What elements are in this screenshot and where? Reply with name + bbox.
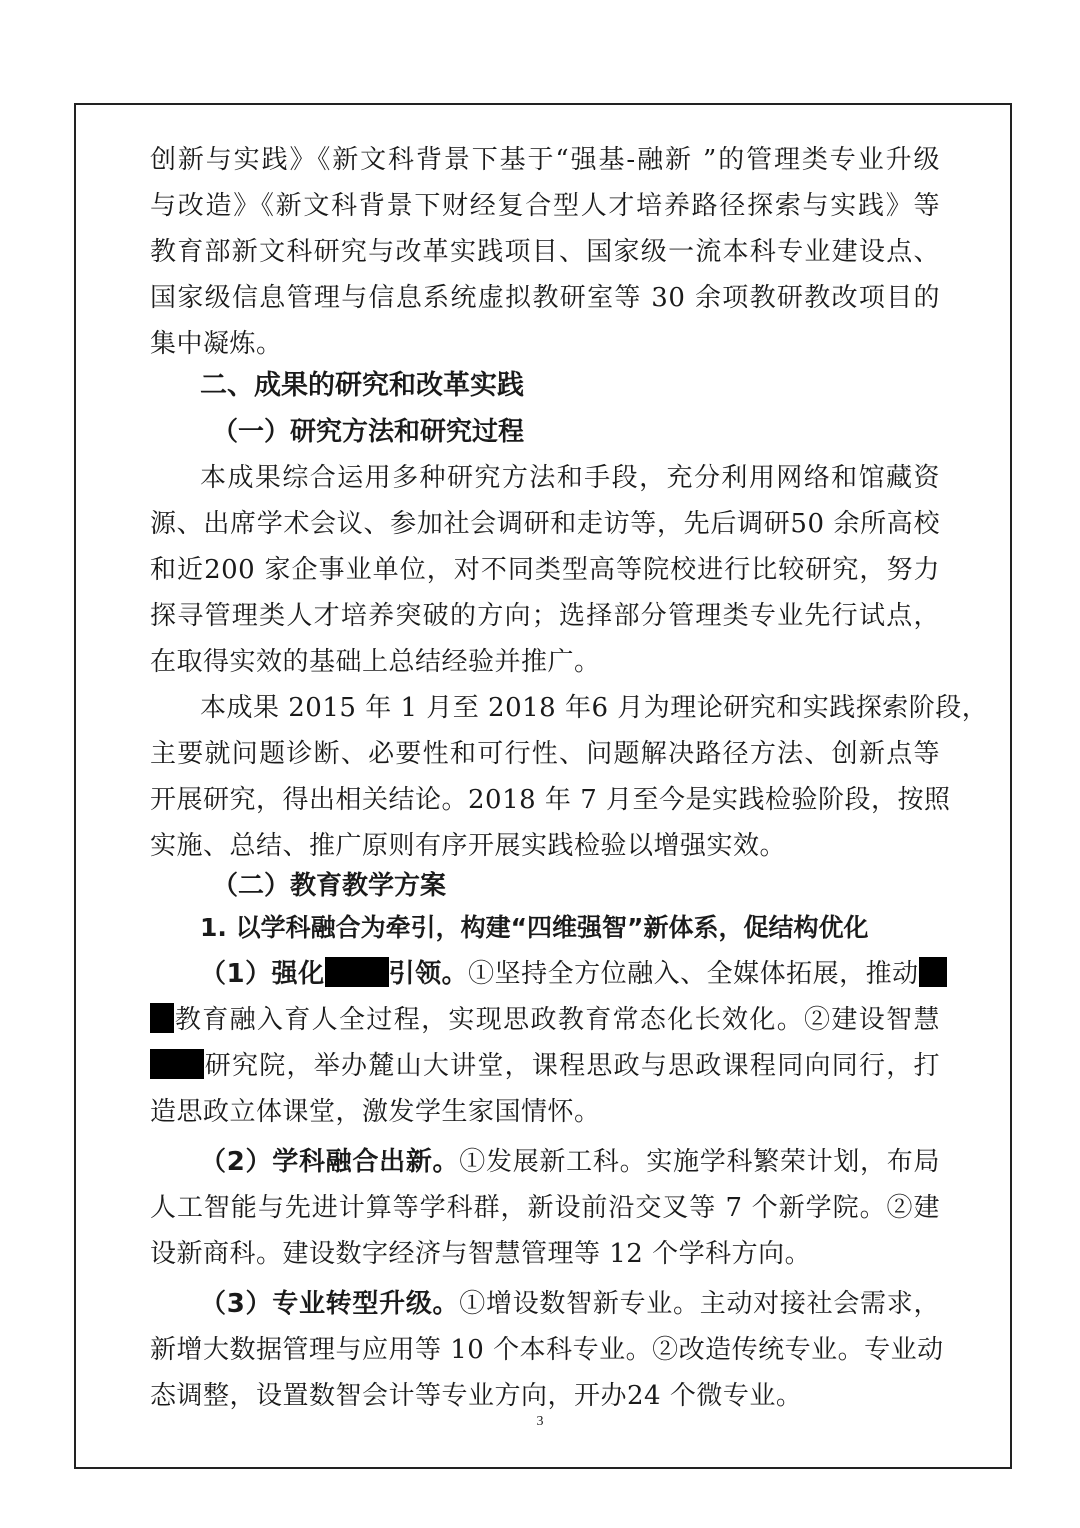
redaction-block xyxy=(919,957,947,987)
subsection-heading-1: （一）研究方法和研究过程 xyxy=(212,417,525,447)
item1-text-1: ①坚持全方位融入、全媒体拓展，推动 xyxy=(468,959,919,989)
item1-line-3 xyxy=(150,1044,940,1088)
intro-line-4: 国家级信息管理与信息系统虚拟教研室等 30 余项教研教改项目的 xyxy=(150,283,940,313)
p2-line-1: 本成果 2015 年 1 月至 2018 年6 月为理论研究和实践探索阶段， xyxy=(200,693,989,723)
point-heading-1: 1. 以学科融合为牵引，构建“四维强智”新体系，促结构优化 xyxy=(200,913,869,942)
intro-line-3: 教育部新文科研究与改革实践项目、国家级一流本科专业建设点、 xyxy=(150,237,940,267)
redaction-block xyxy=(325,957,389,987)
p1-line-2: 源、出席学术会议、参加社会调研和走访等，先后调研50 余所高校 xyxy=(150,509,940,539)
item2-line-1 xyxy=(200,1140,940,1184)
item1-text-2: 教育融入育人全过程，实现思政教育常态化长效化。②建设智慧 xyxy=(174,1005,940,1035)
p2-line-4: 实施、总结、推广原则有序开展实践检验以增强实效。 xyxy=(150,831,787,861)
item3-lead: （3）专业转型升级。 xyxy=(200,1289,460,1319)
item1-line-1 xyxy=(200,952,940,996)
item2-text-1: ①发展新工科。实施学科繁荣计划，布局 xyxy=(459,1147,940,1177)
item3-line-2: 新增大数据管理与应用等 10 个本科专业。②改造传统专业。专业动 xyxy=(150,1335,944,1365)
item3-line-1 xyxy=(200,1282,940,1326)
subsection-heading-2: （二）教育教学方案 xyxy=(212,871,447,901)
item1-line-2 xyxy=(150,998,940,1042)
item2-line-2: 人工智能与先进计算等学科群，新设前沿交叉等 7 个新学院。②建 xyxy=(150,1193,940,1223)
item1-lead-b: 引领。 xyxy=(388,959,469,989)
p1-line-5: 在取得实效的基础上总结经验并推广。 xyxy=(150,647,601,677)
p1-line-3: 和近200 家企事业单位，对不同类型高等院校进行比较研究，努力 xyxy=(150,555,940,585)
intro-line-5: 集中凝炼。 xyxy=(150,329,283,359)
redaction-block xyxy=(150,1003,174,1033)
p1-line-4: 探寻管理类人才培养突破的方向；选择部分管理类专业先行试点， xyxy=(150,601,940,631)
p2-line-2: 主要就问题诊断、必要性和可行性、问题解决路径方法、创新点等 xyxy=(150,739,940,769)
item1-lead-a: （1）强化 xyxy=(200,959,325,989)
redaction-block xyxy=(150,1049,204,1079)
intro-line-1: 创新与实践》《新文科背景下基于“强基-融新 ”的管理类专业升级 xyxy=(150,145,940,175)
section-heading: 二、成果的研究和改革实践 xyxy=(200,370,524,401)
page-number: 3 xyxy=(536,1414,544,1429)
item3-line-3: 态调整，设置数智会计等专业方向，开办24 个微专业。 xyxy=(150,1381,803,1411)
item1-text-3: 研究院，举办麓山大讲堂，课程思政与思政课程同向同行，打 xyxy=(204,1051,940,1081)
item2-lead: （2）学科融合出新。 xyxy=(200,1147,460,1177)
intro-line-2: 与改造》《新文科背景下财经复合型人才培养路径探索与实践》等 xyxy=(150,191,940,221)
item3-text-1: ①增设数智新专业。主动对接社会需求， xyxy=(459,1289,940,1319)
p1-line-1: 本成果综合运用多种研究方法和手段，充分利用网络和馆藏资 xyxy=(200,463,940,493)
item1-line-4: 造思政立体课堂，激发学生家国情怀。 xyxy=(150,1097,601,1127)
p2-line-3: 开展研究，得出相关结论。2018 年 7 月至今是实践检验阶段，按照 xyxy=(150,785,951,815)
item2-line-3: 设新商科。建设数字经济与智慧管理等 12 个学科方向。 xyxy=(150,1239,812,1269)
